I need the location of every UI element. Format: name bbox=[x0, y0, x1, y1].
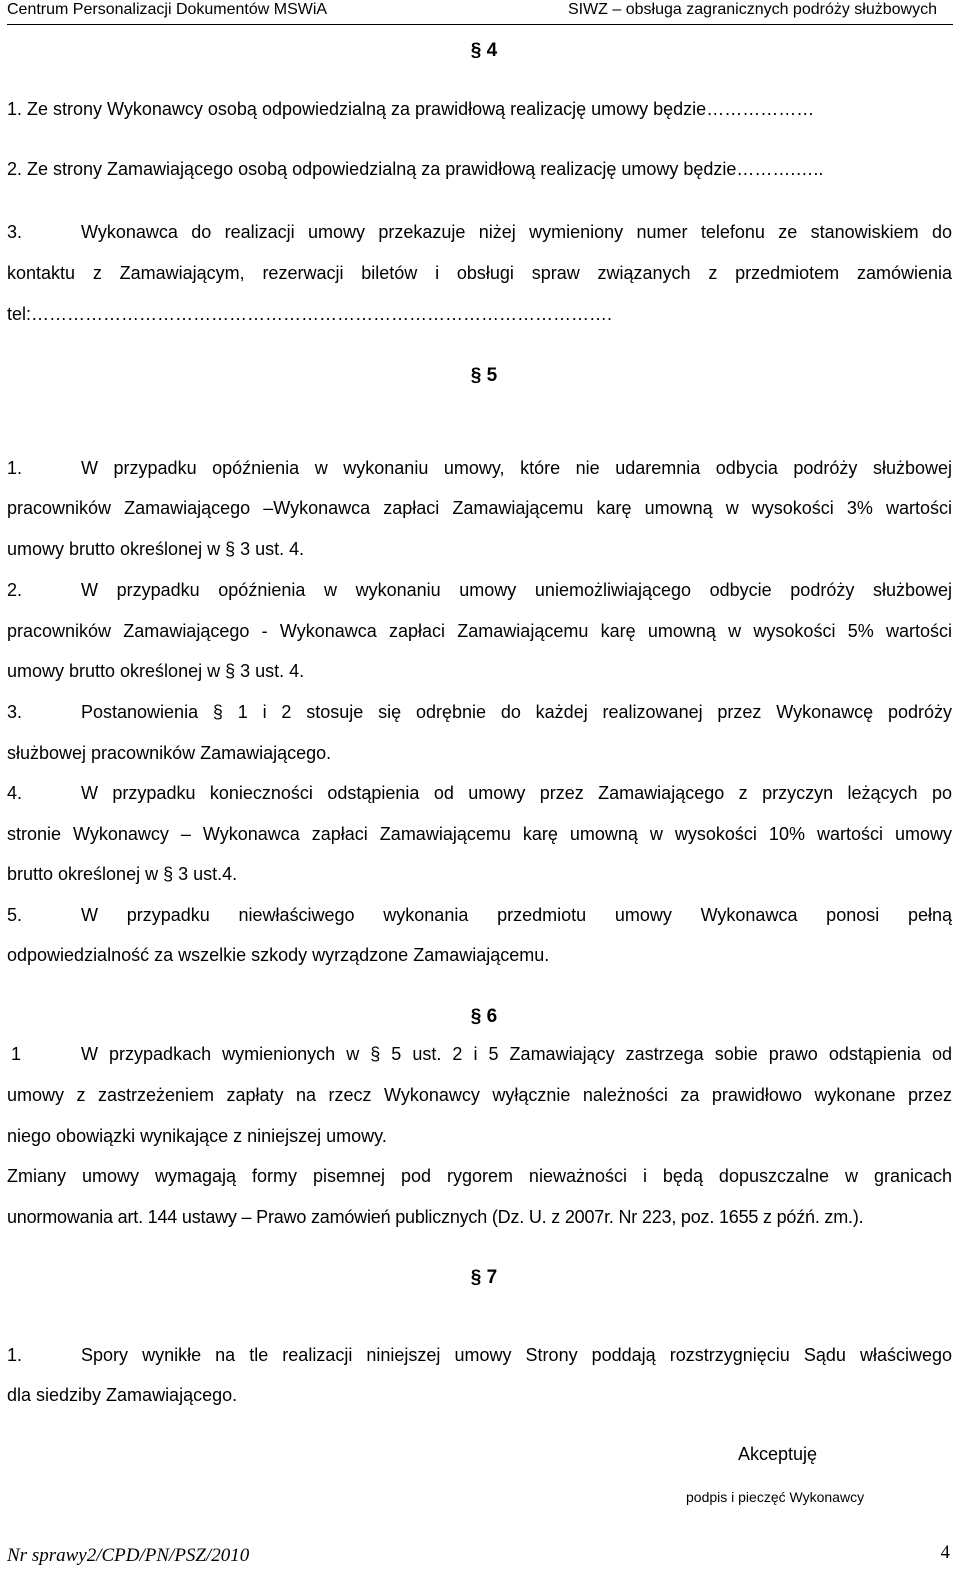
s5-item-1-line-2: pracowników Zamawiającego –Wykonawca zapłaci Zamawiającemu karę umowną w wysokości 3% wartości bbox=[7, 498, 952, 518]
s5-item-3-line-2: służbowej pracowników Zamawiającego. bbox=[7, 743, 332, 763]
s4-item-2: 2. Ze strony Zamawiającego osobą odpowiedzialną za prawidłową realizację umowy będzie……….….. bbox=[7, 159, 824, 179]
s4-item-1: 1. Ze strony Wykonawcy osobą odpowiedzialną za prawidłową realizację umowy będzie……………… bbox=[7, 99, 815, 119]
s5-item-5-line-2: odpowiedzialność za wszelkie szkody wyrządzone Zamawiającemu. bbox=[7, 945, 550, 965]
s5-item-3-text: Postanowienia § 1 i 2 stosuje się odrębnie do każdej realizowanej przez Wykonawcę podróży bbox=[81, 702, 952, 722]
s5-item-2-text: W przypadku opóźnienia w wykonaniu umowy uniemożliwiającego odbycie podróży służbowej bbox=[81, 580, 952, 600]
s5-item-3-number: 3. bbox=[7, 702, 23, 722]
s4-item-3-line-1 bbox=[7, 220, 952, 244]
section-5-heading: § 5 bbox=[470, 365, 498, 386]
s6-item-1-line-1 bbox=[7, 1042, 952, 1066]
s6-item-1-text: W przypadkach wymienionych w § 5 ust. 2 i 5 Zamawiający zastrzega sobie prawo odstąpienia od bbox=[81, 1044, 952, 1064]
section-6-heading: § 6 bbox=[470, 1006, 498, 1027]
case-number: Nr sprawy2/CPD/PN/PSZ/2010 bbox=[7, 1545, 250, 1566]
s4-item-3-number: 3. bbox=[7, 222, 23, 242]
s5-item-2-line-3: umowy brutto określonej w § 3 ust. 4. bbox=[7, 661, 305, 681]
signature-caption: podpis i pieczęć Wykonawcy bbox=[686, 1489, 865, 1505]
header-left-title: Centrum Personalizacji Dokumentów MSWiA bbox=[7, 1, 328, 18]
s7-item-1-line-2: dla siedziby Zamawiającego. bbox=[7, 1385, 238, 1405]
s5-item-1-line-3: umowy brutto określonej w § 3 ust. 4. bbox=[7, 539, 305, 559]
s7-item-1-line-1 bbox=[7, 1343, 952, 1367]
s5-item-2-line-2: pracowników Zamawiającego - Wykonawca zapłaci Zamawiającemu karę umowną w wysokości 5% wartości bbox=[7, 621, 952, 641]
s6-changes-line-1: Zmiany umowy wymagają formy pisemnej pod rygorem nieważności i będą dopuszczalne w granicach bbox=[7, 1166, 952, 1186]
s5-item-2-line-1 bbox=[7, 578, 952, 602]
accept-label: Akceptuję bbox=[738, 1444, 818, 1464]
s4-item-3-text: Wykonawca do realizacji umowy przekazuje niżej wymieniony numer telefonu ze stanowiskiem do bbox=[81, 222, 952, 242]
s6-item-1-number: 1 bbox=[11, 1044, 22, 1064]
header-rule bbox=[7, 24, 953, 25]
s4-item-3-line-3: tel:……………………………………………………………………………………. bbox=[7, 304, 613, 324]
s5-item-4-text: W przypadku konieczności odstąpienia od umowy przez Zamawiającego z przyczyn leżących po bbox=[81, 783, 952, 803]
page-header bbox=[0, 0, 960, 24]
section-4-heading: § 4 bbox=[470, 40, 498, 61]
s5-item-5-line-1 bbox=[7, 903, 952, 927]
s7-item-1-number: 1. bbox=[7, 1345, 23, 1365]
s5-item-4-line-1 bbox=[7, 781, 952, 805]
s5-item-4-line-2: stronie Wykonawcy – Wykonawca zapłaci Zamawiającemu karę umowną w wysokości 10% wartości umowy bbox=[7, 824, 952, 844]
s5-item-2-number: 2. bbox=[7, 580, 23, 600]
s6-changes-line-2: unormowania art. 144 ustawy – Prawo zamówień publicznych (Dz. U. z 2007r. Nr 223, poz. 1655 z późń. zm.). bbox=[7, 1207, 864, 1227]
page-footer bbox=[0, 1538, 960, 1577]
s5-item-3-line-1 bbox=[7, 700, 952, 724]
s4-item-3-line-2: kontaktu z Zamawiającym, rezerwacji biletów i obsługi spraw związanych z przedmiotem zamówienia bbox=[7, 263, 952, 283]
s7-item-1-text: Spory wynikłe na tle realizacji niniejszej umowy Strony poddają rozstrzygnięciu Sądu właściwego bbox=[81, 1345, 952, 1365]
page-number: 4 bbox=[940, 1542, 950, 1563]
s5-item-1-number: 1. bbox=[7, 458, 23, 478]
s5-item-4-line-3: brutto określonej w § 3 ust.4. bbox=[7, 864, 238, 884]
s5-item-1-text: W przypadku opóźnienia w wykonaniu umowy, które nie udaremnia odbycia podróży służbowej bbox=[81, 458, 952, 478]
s6-item-1-line-3: niego obowiązki wynikające z niniejszej umowy. bbox=[7, 1126, 387, 1146]
section-7-heading: § 7 bbox=[470, 1267, 498, 1288]
s6-item-1-line-2: umowy z zastrzeżeniem zapłaty na rzecz Wykonawcy wyłącznie należności za prawidłowo wykonane przez bbox=[7, 1085, 952, 1105]
s5-item-5-number: 5. bbox=[7, 905, 23, 925]
header-right-title: SIWZ – obsługa zagranicznych podróży służbowych bbox=[567, 1, 937, 18]
s5-item-1-line-1 bbox=[7, 456, 952, 480]
s5-item-4-number: 4. bbox=[7, 783, 23, 803]
s5-item-5-text: W przypadku niewłaściwego wykonania przedmiotu umowy Wykonawca ponosi pełną bbox=[81, 905, 952, 925]
